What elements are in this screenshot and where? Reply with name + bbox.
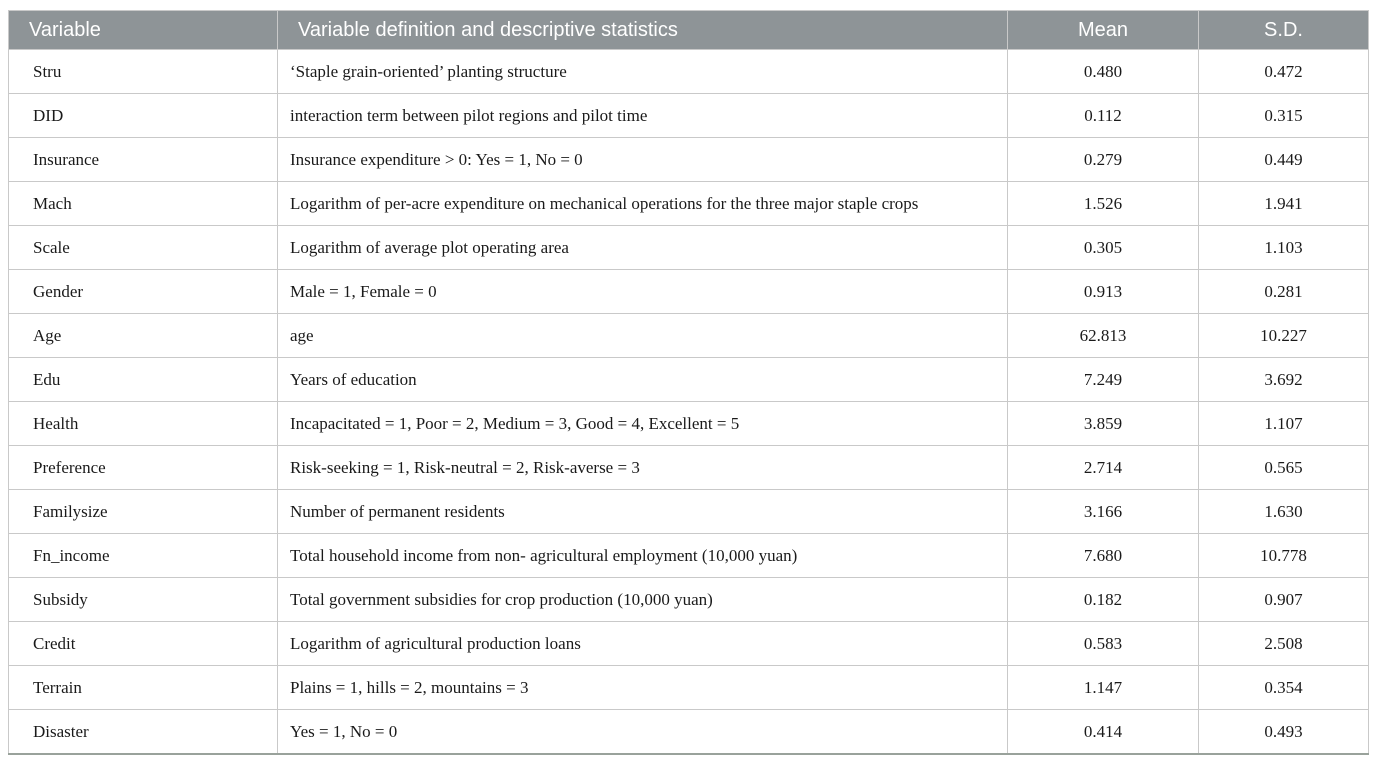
table-row: [9, 94, 1369, 138]
sd-cell: 0.315: [1199, 94, 1369, 138]
sd-cell: 0.449: [1199, 138, 1369, 182]
mean-cell: 0.279: [1008, 138, 1199, 182]
sd-cell: 1.941: [1199, 182, 1369, 226]
mean-cell: 0.414: [1008, 710, 1199, 755]
column-header-definition: Variable definition and descriptive statistics: [278, 11, 1008, 50]
sd-cell: 0.354: [1199, 666, 1369, 710]
variable-cell: Fn_income: [9, 534, 278, 578]
variable-cell: Subsidy: [9, 578, 278, 622]
table-row: [9, 50, 1369, 94]
table-row: [9, 226, 1369, 270]
definition-cell: Logarithm of per-acre expenditure on mechanical operations for the three major staple crops: [278, 182, 1008, 226]
sd-cell: 0.907: [1199, 578, 1369, 622]
mean-cell: 0.583: [1008, 622, 1199, 666]
definition-cell: Incapacitated = 1, Poor = 2, Medium = 3, Good = 4, Excellent = 5: [278, 402, 1008, 446]
variable-cell: Terrain: [9, 666, 278, 710]
table-row: [9, 138, 1369, 182]
table-row: [9, 710, 1369, 755]
descriptive-statistics-table: [8, 10, 1369, 755]
definition-cell: Number of permanent residents: [278, 490, 1008, 534]
variable-cell: Preference: [9, 446, 278, 490]
mean-cell: 7.249: [1008, 358, 1199, 402]
sd-cell: 10.778: [1199, 534, 1369, 578]
variable-cell: Scale: [9, 226, 278, 270]
column-header-variable: Variable: [9, 11, 278, 50]
variable-cell: Disaster: [9, 710, 278, 755]
definition-cell: Logarithm of average plot operating area: [278, 226, 1008, 270]
mean-cell: 1.147: [1008, 666, 1199, 710]
variable-cell: Edu: [9, 358, 278, 402]
table-row: [9, 358, 1369, 402]
sd-cell: 0.493: [1199, 710, 1369, 755]
mean-cell: 1.526: [1008, 182, 1199, 226]
column-header-mean: Mean: [1008, 11, 1199, 50]
sd-cell: 1.103: [1199, 226, 1369, 270]
sd-cell: 0.281: [1199, 270, 1369, 314]
definition-cell: Total government subsidies for crop production (10,000 yuan): [278, 578, 1008, 622]
table-row: [9, 270, 1369, 314]
table-header-row: [9, 11, 1369, 50]
variable-cell: Insurance: [9, 138, 278, 182]
mean-cell: 3.166: [1008, 490, 1199, 534]
mean-cell: 3.859: [1008, 402, 1199, 446]
variable-cell: Health: [9, 402, 278, 446]
definition-cell: Insurance expenditure > 0: Yes = 1, No = 0: [278, 138, 1008, 182]
table-row: [9, 182, 1369, 226]
sd-cell: 3.692: [1199, 358, 1369, 402]
mean-cell: 7.680: [1008, 534, 1199, 578]
table-row: [9, 402, 1369, 446]
table-row: [9, 534, 1369, 578]
variable-cell: Gender: [9, 270, 278, 314]
sd-cell: 10.227: [1199, 314, 1369, 358]
table-row: [9, 314, 1369, 358]
column-header-sd: S.D.: [1199, 11, 1369, 50]
definition-cell: ‘Staple grain-oriented’ planting structure: [278, 50, 1008, 94]
definition-cell: interaction term between pilot regions and pilot time: [278, 94, 1008, 138]
definition-cell: age: [278, 314, 1008, 358]
variable-cell: Credit: [9, 622, 278, 666]
mean-cell: 0.112: [1008, 94, 1199, 138]
table-row: [9, 622, 1369, 666]
definition-cell: Total household income from non- agricultural employment (10,000 yuan): [278, 534, 1008, 578]
mean-cell: 0.480: [1008, 50, 1199, 94]
sd-cell: 2.508: [1199, 622, 1369, 666]
table-row: [9, 446, 1369, 490]
definition-cell: Risk-seeking = 1, Risk-neutral = 2, Risk-averse = 3: [278, 446, 1008, 490]
mean-cell: 0.182: [1008, 578, 1199, 622]
sd-cell: 1.107: [1199, 402, 1369, 446]
table-row: [9, 578, 1369, 622]
mean-cell: 0.305: [1008, 226, 1199, 270]
definition-cell: Logarithm of agricultural production loans: [278, 622, 1008, 666]
table-row: [9, 666, 1369, 710]
sd-cell: 0.472: [1199, 50, 1369, 94]
definition-cell: Yes = 1, No = 0: [278, 710, 1008, 755]
variable-cell: DID: [9, 94, 278, 138]
mean-cell: 2.714: [1008, 446, 1199, 490]
variable-cell: Mach: [9, 182, 278, 226]
definition-cell: Plains = 1, hills = 2, mountains = 3: [278, 666, 1008, 710]
table-row: [9, 490, 1369, 534]
mean-cell: 62.813: [1008, 314, 1199, 358]
sd-cell: 0.565: [1199, 446, 1369, 490]
definition-cell: Male = 1, Female = 0: [278, 270, 1008, 314]
variable-cell: Age: [9, 314, 278, 358]
mean-cell: 0.913: [1008, 270, 1199, 314]
variable-cell: Familysize: [9, 490, 278, 534]
sd-cell: 1.630: [1199, 490, 1369, 534]
variable-cell: Stru: [9, 50, 278, 94]
definition-cell: Years of education: [278, 358, 1008, 402]
